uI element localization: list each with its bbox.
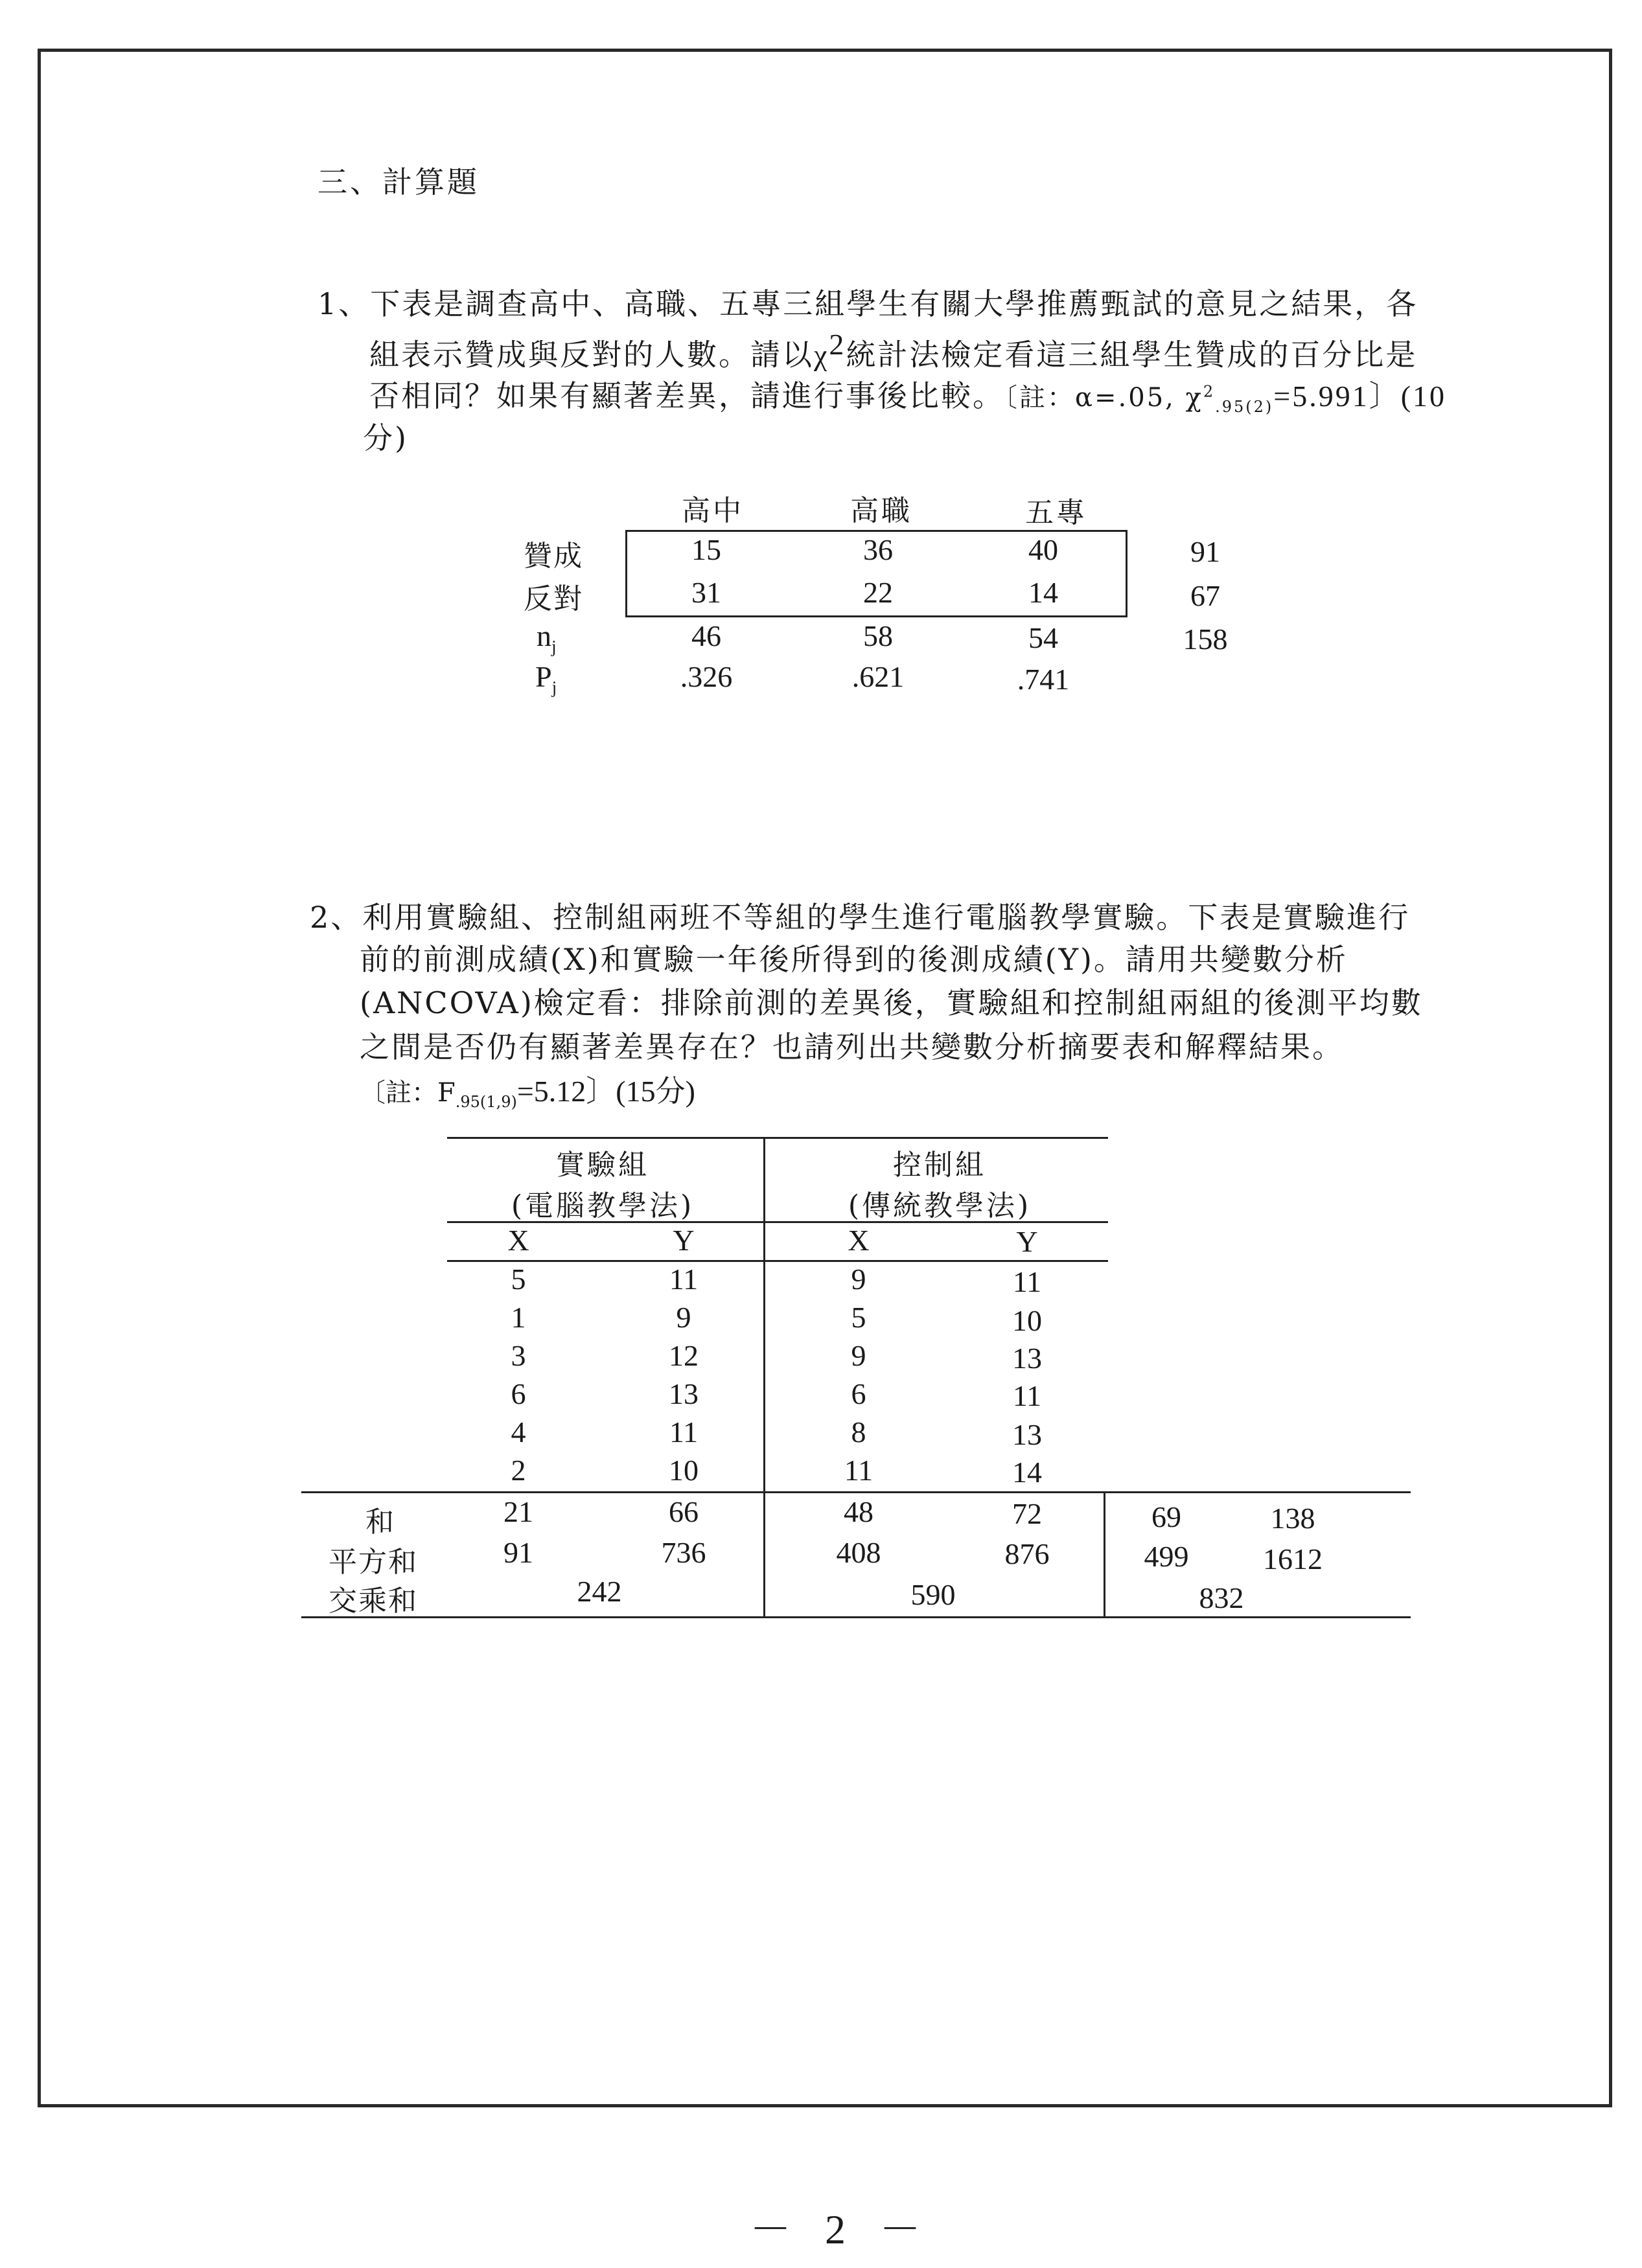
q2-cell: 10 bbox=[669, 1454, 699, 1487]
q1-n-value: 46 bbox=[691, 619, 721, 652]
q2-sum: 66 bbox=[669, 1495, 699, 1528]
q1-cell: 15 bbox=[691, 533, 721, 566]
q1-cell: 40 bbox=[1028, 533, 1058, 566]
q1-p-value: .621 bbox=[851, 660, 905, 693]
q2-sum: 72 bbox=[1012, 1497, 1042, 1530]
q2-cell: 9 bbox=[676, 1301, 691, 1334]
q2-sq: 1612 bbox=[1263, 1542, 1323, 1575]
q2-cell: 14 bbox=[1012, 1456, 1042, 1489]
q1-line-1: 1、下表是調查高中、高職、五專三組學生有關大學推薦甄試的意見之結果，各 bbox=[318, 286, 1418, 321]
q2-sq: 408 bbox=[836, 1536, 881, 1569]
q2-bottom-rule bbox=[301, 1616, 1411, 1618]
q2-group2-title: 控制組 bbox=[893, 1149, 986, 1182]
q2-cell: 11 bbox=[1012, 1265, 1042, 1298]
q2-cell: 1 bbox=[511, 1301, 526, 1334]
q1-n-value: 54 bbox=[1028, 621, 1058, 654]
q2-table-top-rule bbox=[447, 1137, 1108, 1139]
q2-cell: 11 bbox=[1012, 1379, 1042, 1412]
q2-sq-label: 平方和 bbox=[329, 1546, 418, 1579]
q1-row-label: 贊成 bbox=[524, 540, 583, 573]
q1-cell: 36 bbox=[863, 533, 893, 566]
q1-col-header: 高職 bbox=[850, 494, 912, 527]
q2-totals-rule bbox=[301, 1491, 1411, 1493]
q1-cell: 22 bbox=[863, 576, 893, 609]
q2-cross: 832 bbox=[1199, 1581, 1244, 1614]
q2-note: 〔註：$F_{.95(1,9)}=5.12$〕(15分) bbox=[360, 1075, 695, 1111]
q2-group1-title: 實驗組 bbox=[556, 1149, 649, 1182]
q2-cell: 12 bbox=[669, 1339, 699, 1372]
q1-n-total: 158 bbox=[1183, 623, 1228, 656]
q2-cross: 242 bbox=[577, 1575, 622, 1608]
q2-cell: 13 bbox=[669, 1377, 699, 1410]
q2-cell: 5 bbox=[851, 1301, 866, 1334]
q2-cell: 2 bbox=[511, 1454, 526, 1487]
q2-col-y: Y bbox=[673, 1224, 695, 1257]
q2-cross: 590 bbox=[910, 1578, 956, 1611]
q1-row-total: 91 bbox=[1190, 535, 1220, 568]
q2-cell: 11 bbox=[844, 1454, 873, 1487]
q2-sum: 69 bbox=[1151, 1500, 1181, 1533]
q2-cell: 11 bbox=[669, 1415, 699, 1449]
q2-group1-subtitle: (電腦教學法) bbox=[511, 1189, 695, 1222]
q2-cell: 6 bbox=[851, 1377, 866, 1410]
q2-line-1: 2、利用實驗組、控制組兩班不等組的學生進行電腦教學實驗。下表是實驗進行 bbox=[310, 900, 1411, 935]
q1-line-2: 組表示贊成與反對的人數。請以$\chi^2$統計法檢定看這三組學生贊成的百分比是 bbox=[369, 328, 1418, 372]
q2-line-4: 之間是否仍有顯著差異存在？也請列出共變數分析摘要表和解釋結果。 bbox=[360, 1029, 1344, 1064]
q2-sum: 21 bbox=[503, 1495, 533, 1528]
q1-note: 〔註：α=.05, $\chi^2_{.95(2)}=5.991$〕(10 bbox=[1004, 380, 1447, 416]
q2-sq: 876 bbox=[1004, 1537, 1050, 1570]
q1-col-header: 五專 bbox=[1025, 496, 1087, 529]
q2-line-2: 前的前測成績(X)和實驗一年後所得到的後測成績(Y)。請用共變數分析 bbox=[360, 942, 1348, 977]
q1-p-value: .741 bbox=[1017, 663, 1070, 696]
q2-cell: 13 bbox=[1012, 1418, 1042, 1451]
q2-table-divider bbox=[763, 1137, 765, 1616]
q2-col-x: X bbox=[507, 1224, 529, 1257]
q2-group2-subtitle: (傳統教學法) bbox=[848, 1189, 1032, 1222]
q1-n-value: 58 bbox=[863, 619, 893, 652]
q2-cell: 5 bbox=[511, 1263, 526, 1296]
q2-cell: 9 bbox=[851, 1339, 866, 1372]
q2-line-3: (ANCOVA)檢定看：排除前測的差異後，實驗組和控制組兩組的後測平均數 bbox=[360, 985, 1423, 1020]
q2-cross-label: 交乘和 bbox=[329, 1585, 418, 1618]
q2-cell: 3 bbox=[511, 1339, 526, 1372]
q2-cell: 9 bbox=[851, 1263, 866, 1296]
q2-sq: 91 bbox=[503, 1536, 533, 1569]
q2-sum: 48 bbox=[844, 1495, 873, 1528]
q1-line-4: 分) bbox=[363, 420, 408, 455]
q2-sum-label: 和 bbox=[365, 1506, 395, 1539]
q2-cell: 11 bbox=[669, 1263, 699, 1296]
q1-line-3: 否相同？如果有顯著差異，請進行事後比較。〔註：α=.05, $\chi^2_{.95(2)}=5.991$〕(10 bbox=[369, 378, 1447, 416]
q1-cell: 14 bbox=[1028, 576, 1058, 609]
q2-cell: 13 bbox=[1012, 1342, 1042, 1375]
q2-col-x: X bbox=[848, 1224, 870, 1257]
q2-sq: 499 bbox=[1144, 1540, 1189, 1573]
section-heading: 三、計算題 bbox=[318, 165, 480, 200]
page-number: － 2 － bbox=[750, 2206, 932, 2252]
q1-row-label: 反對 bbox=[524, 582, 583, 615]
q1-cell: 31 bbox=[691, 576, 721, 609]
q1-row-total: 67 bbox=[1190, 579, 1220, 612]
q2-cell: 8 bbox=[851, 1415, 866, 1449]
q2-cell: 4 bbox=[511, 1415, 526, 1449]
q1-p-label: $P_j$ bbox=[535, 660, 557, 698]
q2-col-y: Y bbox=[1016, 1225, 1038, 1258]
q1-n-label: $n_j$ bbox=[537, 619, 557, 657]
q2-cell: 6 bbox=[511, 1377, 526, 1410]
q2-sum: 138 bbox=[1270, 1502, 1315, 1535]
q2-cell: 10 bbox=[1012, 1304, 1042, 1337]
q1-p-value: .326 bbox=[680, 660, 733, 693]
q2-sq: 736 bbox=[661, 1536, 706, 1569]
q1-col-header: 高中 bbox=[682, 494, 744, 527]
